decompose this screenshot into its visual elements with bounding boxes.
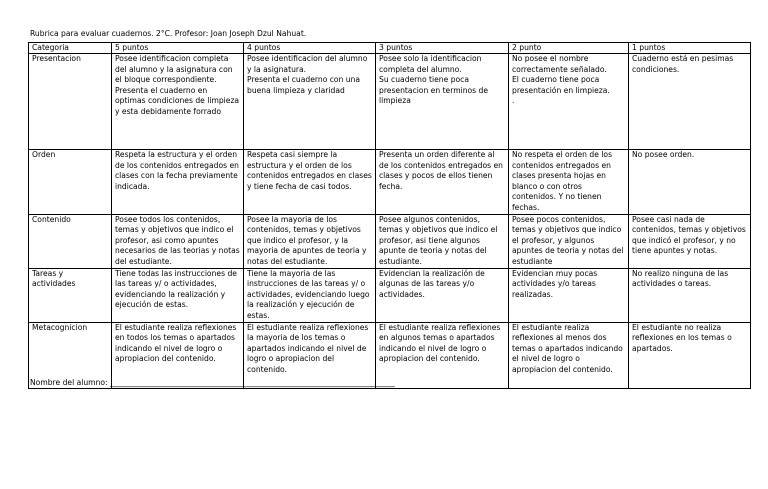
category-cell: Contenido — [29, 214, 112, 268]
rubric-cell: El estudiante realiza reflexiones en todos los temas o apartados indicando el nivel de logro o apropiacion del contenido. — [112, 322, 244, 388]
rubric-cell: Posee pocos contenidos, temas y objetivos que indico el profesor, y algunos apuntes de teoria y notas del estudiante — [509, 214, 629, 268]
category-cell: Tareas y actividades — [29, 268, 112, 322]
rubric-cell: Posee identificacion del alumno y la asignatura. Presenta el cuaderno con una buena limpieza y claridad — [244, 54, 376, 150]
rubric-cell: No posee el nombre correctamente señalado. El cuaderno tiene poca presentación en limpieza. . — [509, 54, 629, 150]
header-cell-3-puntos: 3 puntos — [376, 43, 509, 54]
rubric-cell: El estudiante realiza reflexiones en algunos temas o apartados indicando el nivel de logro o apropiacion del contenido. — [376, 322, 509, 388]
document-title: Rubrica para evaluar cuadernos. 2°C. Profesor: Joan Joseph Dzul Nahuat. — [30, 29, 307, 38]
rubric-cell: Respeta casi siempre la estructura y el orden de los contenidos entregados en clases y tiene fecha de casi todos. — [244, 150, 376, 215]
rubric-cell: Respeta la estructura y el orden de los contenidos entregados en clases con la fecha previamente indicada. — [112, 150, 244, 215]
rubric-cell: Posee casi nada de contenidos, temas y objetivos que indicó el profesor, y no tiene apuntes y notas. — [629, 214, 751, 268]
rubric-cell: Posee solo la identificacion completa del alumno. Su cuaderno tiene poca presentacion en terminos de limpieza — [376, 54, 509, 150]
rubric-cell: El estudiante no realiza reflexiones en los temas o apartados. — [629, 322, 751, 388]
table-row — [29, 268, 751, 322]
rubric-cell: No posee orden. — [629, 150, 751, 215]
rubric-cell: Posee identificacion completa del alumno y la asignatura con el bloque correspondiente. Presenta el cuaderno en optimas condiciones de limpieza y esta debidamente forrado — [112, 54, 244, 150]
rubric-cell: El estudiante realiza reflexiones al menos dos temas o apartados indicando el nivel de logro o apropiacion del contenido. — [509, 322, 629, 388]
header-cell-categoria: Categoria — [29, 43, 112, 54]
category-cell: Metacognicion — [29, 322, 112, 388]
rubric-cell: Posee algunos contenidos, temas y objetivos que indico el profesor, asi tiene algunos apunte de teoria y notas del estudiante. — [376, 214, 509, 268]
table-row — [29, 54, 751, 150]
category-cell: Orden — [29, 150, 112, 215]
table-row — [29, 150, 751, 215]
category-cell: Presentacion — [29, 54, 112, 150]
rubric-cell: Presenta un orden diferente al de los contenidos entregados en clases y pocos de ellos tienen fecha. — [376, 150, 509, 215]
rubric-cell: No respeta el orden de los contenidos entregados en clases presenta hojas en blanco o con otros contenidos. Y no tienen fechas. — [509, 150, 629, 215]
rubric-table — [28, 42, 751, 389]
rubric-cell: Posee la mayoria de los contenidos, temas y objetivos que indico el profesor, y la mayoria de apuntes de teoria y notas del estudiante. — [244, 214, 376, 268]
rubric-cell: Tiene todas las instrucciones de las tareas y/ o actividades, evidenciando la realización y ejecución de estas. — [112, 268, 244, 322]
rubric-cell: Tiene la mayoria de las instrucciones de las tareas y/ o actividades, evidenciando luego la realización y ejecución de estas. — [244, 268, 376, 322]
header-row — [29, 43, 751, 54]
header-cell-4-puntos: 4 puntos — [244, 43, 376, 54]
rubric-cell: Evidencian muy pocas actividades y/o tareas realizadas. — [509, 268, 629, 322]
student-name-line: Nombre del alumno: ___________________________________________________________________________ — [30, 378, 395, 387]
rubric-cell: Cuaderno está en pesimas condiciones. — [629, 54, 751, 150]
rubric-cell: No realizo ninguna de las actividades o tareas. — [629, 268, 751, 322]
table-row — [29, 214, 751, 268]
rubric-cell: Posee todos los contenidos, temas y objetivos que indico el profesor, asi como apuntes necesarios de las teorias y notas del estudiante. — [112, 214, 244, 268]
header-cell-5-puntos: 5 puntos — [112, 43, 244, 54]
header-cell-1-puntos: 1 puntos — [629, 43, 751, 54]
rubric-cell: Evidencian la realización de algunas de las tareas y/o actividades. — [376, 268, 509, 322]
rubric-cell: El estudiante realiza reflexiones la mayoria de los temas o apartados indicando el nivel de logro o apropiacion del contenido. — [244, 322, 376, 388]
header-cell-2-punto: 2 punto — [509, 43, 629, 54]
